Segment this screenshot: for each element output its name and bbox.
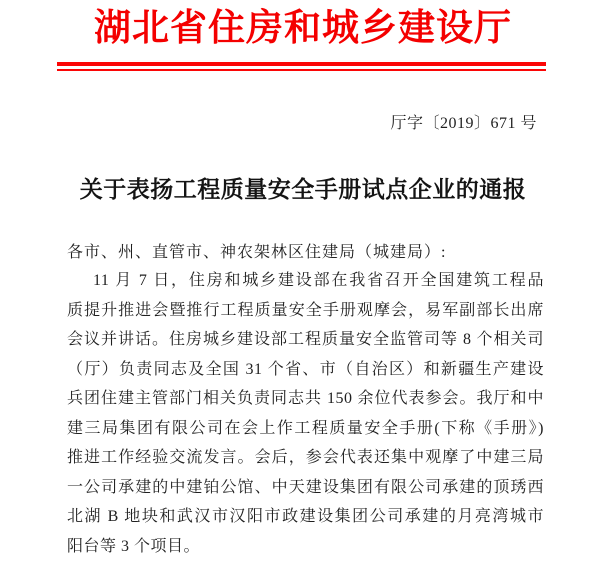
document-number: 厅字〔2019〕671 号 bbox=[390, 115, 537, 132]
body-line: 兵团住建主管部门相关负责同志共 150 余位代表参会。我厅和中 bbox=[67, 390, 544, 407]
body-line: 会议并讲话。住房城乡建设部工程质量安全监管司等 8 个相关司 bbox=[67, 331, 544, 348]
body-line: 一公司承建的中建铂公馆、中天建设集团有限公司承建的顶琇西 bbox=[67, 478, 544, 496]
body-line: 阳台等 3 个项目。 bbox=[67, 537, 201, 555]
body-line: 质提升推进会暨推行工程质量安全手册观摩会，易军副部长出席 bbox=[67, 301, 544, 319]
red-separator-thin-line bbox=[57, 69, 546, 71]
body-paragraph bbox=[67, 266, 544, 561]
red-separator-thick-line bbox=[57, 62, 546, 66]
red-separator bbox=[57, 62, 546, 71]
agency-name-header: 湖北省住房和城乡建设厅 bbox=[94, 8, 512, 49]
body-line: 建三局集团有限公司在会上作工程质量安全手册(下称《手册》) bbox=[67, 419, 544, 437]
document-title: 关于表扬工程质量安全手册试点企业的通报 bbox=[79, 177, 527, 202]
body-line: 北湖 B 地块和武汉市汉阳市政建设集团公司承建的月亮湾城市 bbox=[67, 508, 544, 525]
salutation-line: 各市、州、直管市、神农架林区住建局（城建局）: bbox=[67, 244, 447, 261]
body-line: 推进工作经验交流发言。会后，参会代表还集中观摩了中建三局 bbox=[67, 449, 544, 466]
body-line: 11 月 7 日，住房和城乡建设部在我省召开全国建筑工程品 bbox=[93, 272, 544, 289]
body-line: （厅）负责同志及全国 31 个省、市（自治区）和新疆生产建设 bbox=[67, 360, 544, 378]
